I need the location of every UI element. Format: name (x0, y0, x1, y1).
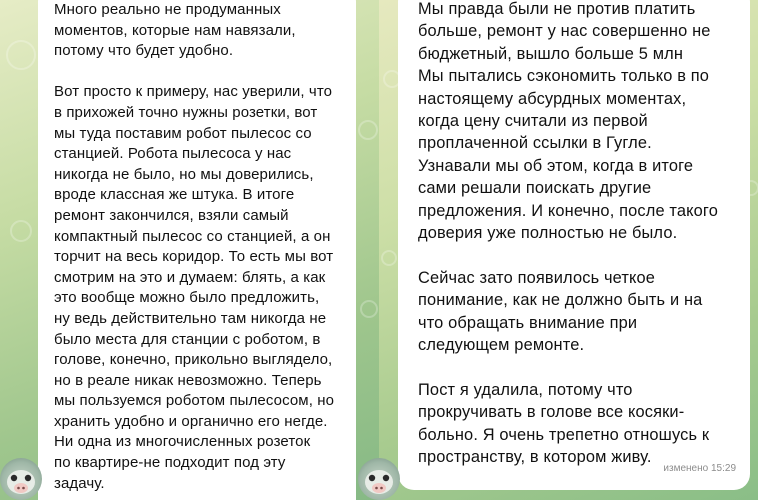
background-doodle (10, 220, 32, 242)
message-text: Мы правда были не против платить больше, ремонт у нас совершенно не бюджетный, вышло больше 5 млн Мы пытались сэкономить только в по настоящему абсурдных моментах, когда цену считали из первой проплаченной ссылки в Гугле. Узнавали мы об этом, когда в итоге сами решали поискать другие предложения. И конечно, после такого доверия уже полностью не было. Сейчас зато появилось четкое понимание, как не должно быть и на что обращать внимание при следующем ремонте. Пост я удалила, потому что прокручивать в голове все косяки- больно. Я очень трепетно отношусь к пространству, в котором живу. (418, 0, 718, 467)
background-doodle (381, 250, 397, 266)
avatar-face-icon (0, 458, 42, 500)
message-bubble[interactable] (398, 0, 750, 490)
avatar-face-icon (358, 458, 400, 500)
message-text: Много реально не продуманных моментов, которые нам навязали, потому что будет удобно. Вот просто к примеру, нас уверили, что в прихожей точно нужны розетки, вот мы туда поставим робот пылесос со станцией. Робота пылесоса у нас никогда не было, но мы доверились, вроде классная же штука. В итоге ремонт закончился, взяли самый компактный пылесос со станцией, а он торчит на весь коридор. То есть мы вот смотрим на это и думаем: блять, а как это вообще можно было предложить, ну ведь действительно там никогда не было места для станции с роботом, в голове, конечно, прикольно выглядело, но в реале никак невозможно. Теперь мы пользуемся роботом пылесосом, но хранить удобно и органично его негде. Ни одна из многочисленных розеток по квартире-не подходит под эту задачу. (54, 1, 335, 492)
message-bubble[interactable] (38, 0, 356, 500)
sender-avatar[interactable] (0, 458, 42, 500)
background-doodle (6, 40, 36, 70)
sender-avatar[interactable] (358, 458, 400, 500)
message-edited-timestamp: изменено 15:29 (663, 463, 736, 474)
background-doodle (360, 300, 378, 318)
background-doodle (358, 120, 378, 140)
